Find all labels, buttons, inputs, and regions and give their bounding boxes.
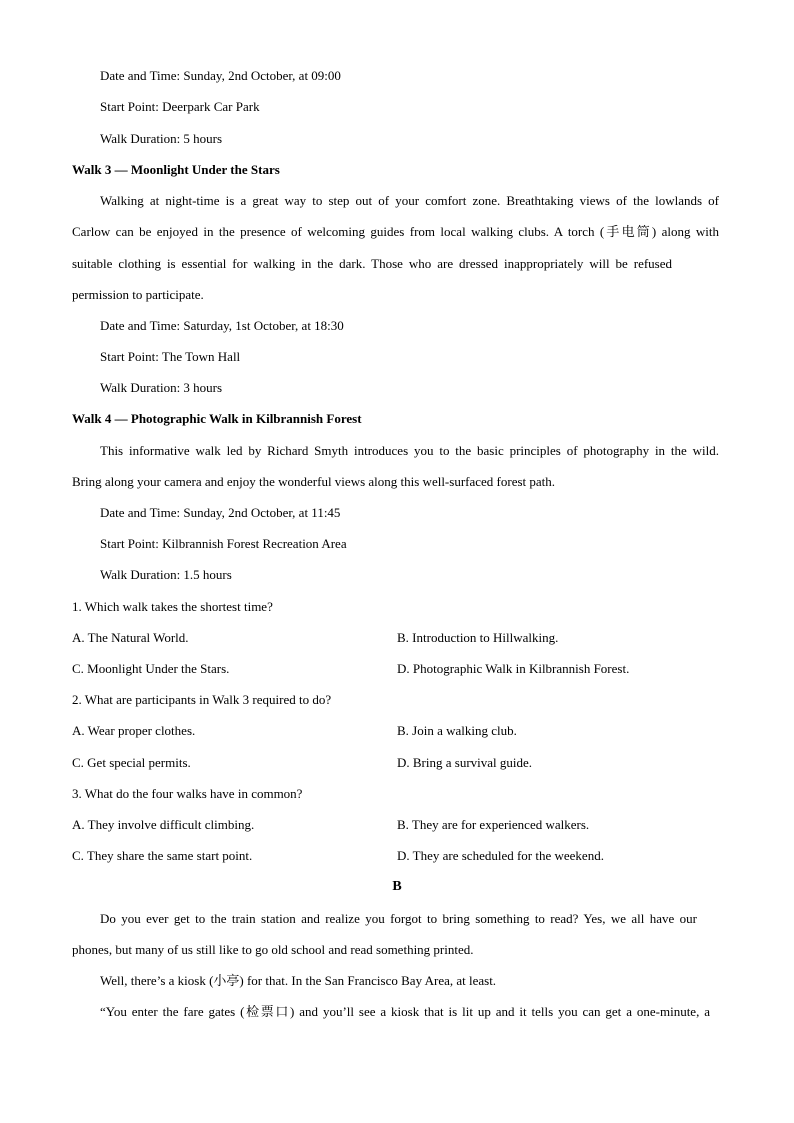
question-1-option-c: C. Moonlight Under the Stars. <box>72 661 230 676</box>
question-1-option-b: B. Introduction to Hillwalking. <box>397 630 559 645</box>
walk3-duration: Walk Duration: 3 hours <box>100 380 223 395</box>
question-1-option-d: D. Photographic Walk in Kilbrannish Forest. <box>397 661 630 676</box>
question-1-option-a: A. The Natural World. <box>72 630 189 645</box>
section-b-paragraph: Well, there’s a kiosk (小亭) for that. In the San Francisco Bay Area, at least. <box>100 973 497 988</box>
walk3-date-time: Date and Time: Saturday, 1st October, at 18:30 <box>100 318 344 333</box>
walk3-paragraph-line: Carlow can be enjoyed in the presence of welcoming guides from local walking clubs. A torch (手电筒) along with <box>72 224 719 239</box>
question-3-option-a: A. They involve difficult climbing. <box>72 817 255 832</box>
question-2-option-c: C. Get special permits. <box>72 755 191 770</box>
question-3-option-d: D. They are scheduled for the weekend. <box>397 848 604 863</box>
walk3-heading: Walk 3 — Moonlight Under the Stars <box>72 162 280 177</box>
walk3-paragraph-line: permission to participate. <box>72 287 204 302</box>
walk3-paragraph-line: suitable clothing is essential for walking in the dark. Those who are dressed inappropriately will be refused <box>72 256 672 271</box>
walk2-start-point: Start Point: Deerpark Car Park <box>100 99 260 114</box>
walk4-paragraph-line: Bring along your camera and enjoy the wonderful views along this well-surfaced forest path. <box>72 474 556 489</box>
section-b-heading: B <box>392 879 402 894</box>
walk4-paragraph-line: This informative walk led by Richard Smyth introduces you to the basic principles of photography in the wild. <box>100 443 719 458</box>
question-2-option-a: A. Wear proper clothes. <box>72 723 196 738</box>
question-2-stem: 2. What are participants in Walk 3 required to do? <box>72 692 332 707</box>
section-b-paragraph-line: Do you ever get to the train station and realize you forgot to bring something to read? Yes, we all have our <box>100 911 697 926</box>
walk2-date-time: Date and Time: Sunday, 2nd October, at 09:00 <box>100 68 341 83</box>
question-3-option-b: B. They are for experienced walkers. <box>397 817 590 832</box>
walk4-start-point: Start Point: Kilbrannish Forest Recreation Area <box>100 536 347 551</box>
question-3-stem: 3. What do the four walks have in common? <box>72 786 303 801</box>
question-3-option-c: C. They share the same start point. <box>72 848 253 863</box>
question-1-stem: 1. Which walk takes the shortest time? <box>72 599 273 614</box>
walk4-heading: Walk 4 — Photographic Walk in Kilbrannish Forest <box>72 411 362 426</box>
question-2-option-d: D. Bring a survival guide. <box>397 755 533 770</box>
question-2-option-b: B. Join a walking club. <box>397 723 517 738</box>
walk2-duration: Walk Duration: 5 hours <box>100 131 223 146</box>
walk3-start-point: Start Point: The Town Hall <box>100 349 241 364</box>
walk3-paragraph-line: Walking at night-time is a great way to step out of your comfort zone. Breathtaking views of the lowlands of <box>100 193 719 208</box>
walk4-duration: Walk Duration: 1.5 hours <box>100 567 232 582</box>
section-b-paragraph-line: “You enter the fare gates (检票口) and you’ll see a kiosk that is lit up and it tells you can get a one-minute, a <box>100 1004 710 1019</box>
section-b-paragraph-line: phones, but many of us still like to go old school and read something printed. <box>72 942 474 957</box>
walk4-date-time: Date and Time: Sunday, 2nd October, at 11:45 <box>100 505 341 520</box>
